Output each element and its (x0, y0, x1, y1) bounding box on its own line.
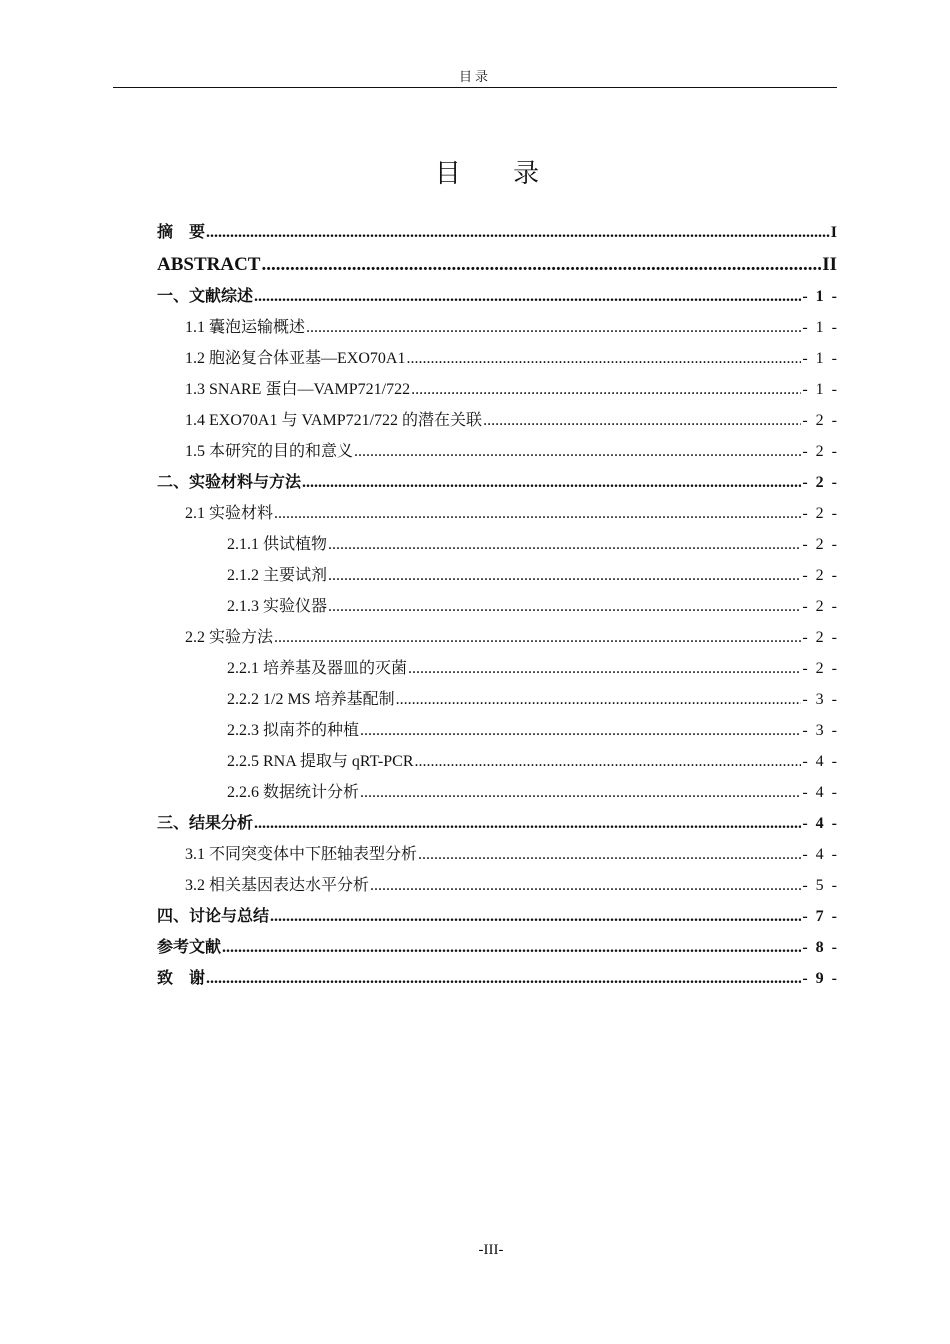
toc-entry-label: 3.1 不同突变体中下胚轴表型分析 (185, 846, 418, 863)
page-title: 目 录 (434, 159, 562, 189)
toc-entry-page: - 2 - (802, 474, 837, 491)
toc-dot-leader (206, 963, 801, 994)
toc-dot-leader (328, 529, 801, 560)
toc-entry-label: 2.1.3 实验仪器 (227, 598, 328, 615)
toc-entry-label: 2.1.1 供试植物 (227, 536, 328, 553)
toc-entry-page: - 9 - (802, 970, 837, 987)
toc-entry[interactable] (157, 498, 837, 529)
toc-entry[interactable] (157, 591, 837, 622)
toc-entry-page: - 2 - (802, 443, 837, 460)
toc-entry-label: 二、实验材料与方法 (157, 474, 302, 491)
toc-entry[interactable] (157, 746, 837, 777)
toc-entry-page: - 2 - (802, 505, 837, 522)
toc-entry[interactable] (157, 653, 837, 684)
toc-entry-page: - 1 - (802, 350, 837, 367)
toc-dot-leader (261, 248, 821, 281)
toc-entry-page: - 1 - (802, 288, 837, 305)
toc-entry[interactable] (157, 715, 837, 746)
table-of-contents (157, 217, 837, 994)
toc-entry-page: - 4 - (802, 815, 837, 832)
toc-entry[interactable] (157, 808, 837, 839)
toc-entry[interactable] (157, 684, 837, 715)
toc-entry-label: 四、讨论与总结 (157, 908, 270, 925)
toc-entry[interactable] (157, 529, 837, 560)
toc-entry[interactable] (157, 839, 837, 870)
toc-entry-page: - 2 - (802, 567, 837, 584)
toc-entry-label: 2.1.2 主要试剂 (227, 567, 328, 584)
toc-entry[interactable] (157, 963, 837, 994)
toc-dot-leader (270, 901, 801, 932)
toc-entry-label: 参考文献 (157, 939, 222, 956)
toc-entry-label: ABSTRACT (157, 254, 261, 275)
toc-dot-leader (306, 312, 801, 343)
toc-entry-page: - 1 - (802, 381, 837, 398)
toc-entry-label: 1.1 囊泡运输概述 (185, 319, 306, 336)
toc-entry-label: 1.4 EXO70A1 与 VAMP721/722 的潜在关联 (185, 412, 483, 429)
toc-entry-page: - 2 - (802, 536, 837, 553)
toc-entry-page: - 4 - (802, 753, 837, 770)
toc-entry-label: 1.5 本研究的目的和意义 (185, 443, 354, 460)
toc-entry-page: - 4 - (802, 784, 837, 801)
toc-entry[interactable] (157, 405, 837, 436)
toc-entry-page: - 4 - (802, 846, 837, 863)
header-rule (113, 87, 837, 88)
toc-dot-leader (274, 622, 801, 653)
toc-dot-leader (360, 777, 801, 808)
toc-entry[interactable] (157, 436, 837, 467)
running-header: 目录 (458, 69, 491, 84)
toc-entry-page: - 8 - (802, 939, 837, 956)
toc-entry-label: 2.2 实验方法 (185, 629, 274, 646)
toc-entry[interactable] (157, 932, 837, 963)
toc-dot-leader (406, 343, 801, 374)
toc-dot-leader (411, 374, 801, 405)
toc-entry-label: 致 谢 (157, 970, 206, 987)
toc-dot-leader (206, 217, 830, 248)
toc-dot-leader (408, 653, 801, 684)
toc-entry-label: 三、结果分析 (157, 815, 254, 832)
toc-entry[interactable] (157, 312, 837, 343)
toc-dot-leader (254, 808, 801, 839)
toc-entry-label: 一、文献综述 (157, 288, 254, 305)
toc-entry-page: - 2 - (802, 598, 837, 615)
toc-dot-leader (328, 560, 801, 591)
toc-entry-label: 2.1 实验材料 (185, 505, 274, 522)
toc-dot-leader (274, 498, 801, 529)
toc-entry-page: - 7 - (802, 908, 837, 925)
toc-entry-label: 2.2.1 培养基及器皿的灭菌 (227, 660, 408, 677)
toc-entry[interactable] (157, 901, 837, 932)
toc-entry-label: 摘 要 (157, 224, 206, 241)
toc-dot-leader (396, 684, 802, 715)
toc-dot-leader (354, 436, 801, 467)
toc-dot-leader (483, 405, 801, 436)
toc-entry[interactable] (157, 467, 837, 498)
toc-dot-leader (415, 746, 802, 777)
toc-entry[interactable] (157, 777, 837, 808)
toc-entry-label: 3.2 相关基因表达水平分析 (185, 877, 370, 894)
toc-entry-label: 1.2 胞泌复合体亚基—EXO70A1 (185, 350, 406, 367)
toc-entry[interactable] (157, 281, 837, 312)
page-number: -III- (478, 1242, 504, 1258)
toc-dot-leader (418, 839, 801, 870)
toc-dot-leader (254, 281, 801, 312)
toc-dot-leader (328, 591, 801, 622)
toc-entry-page: II (822, 254, 837, 275)
toc-entry-page: - 1 - (802, 319, 837, 336)
toc-entry[interactable] (157, 870, 837, 901)
toc-entry-page: - 2 - (802, 660, 837, 677)
toc-entry[interactable] (157, 248, 837, 281)
toc-entry-page: - 5 - (802, 877, 837, 894)
toc-entry[interactable] (157, 217, 837, 248)
toc-entry[interactable] (157, 622, 837, 653)
toc-dot-leader (370, 870, 801, 901)
toc-entry-page: - 2 - (802, 412, 837, 429)
toc-dot-leader (302, 467, 801, 498)
toc-entry[interactable] (157, 343, 837, 374)
toc-entry[interactable] (157, 560, 837, 591)
toc-entry-label: 2.2.5 RNA 提取与 qRT-PCR (227, 753, 414, 770)
toc-entry-page: - 2 - (802, 629, 837, 646)
toc-entry-page: - 3 - (802, 691, 837, 708)
toc-entry[interactable] (157, 374, 837, 405)
toc-entry-label: 2.2.3 拟南芥的种植 (227, 722, 360, 739)
toc-dot-leader (360, 715, 801, 746)
toc-dot-leader (222, 932, 801, 963)
toc-entry-label: 1.3 SNARE 蛋白—VAMP721/722 (185, 381, 411, 398)
toc-entry-page: I (830, 224, 837, 241)
toc-entry-page: - 3 - (802, 722, 837, 739)
toc-entry-label: 2.2.2 1/2 MS 培养基配制 (227, 691, 395, 708)
toc-entry-label: 2.2.6 数据统计分析 (227, 784, 360, 801)
